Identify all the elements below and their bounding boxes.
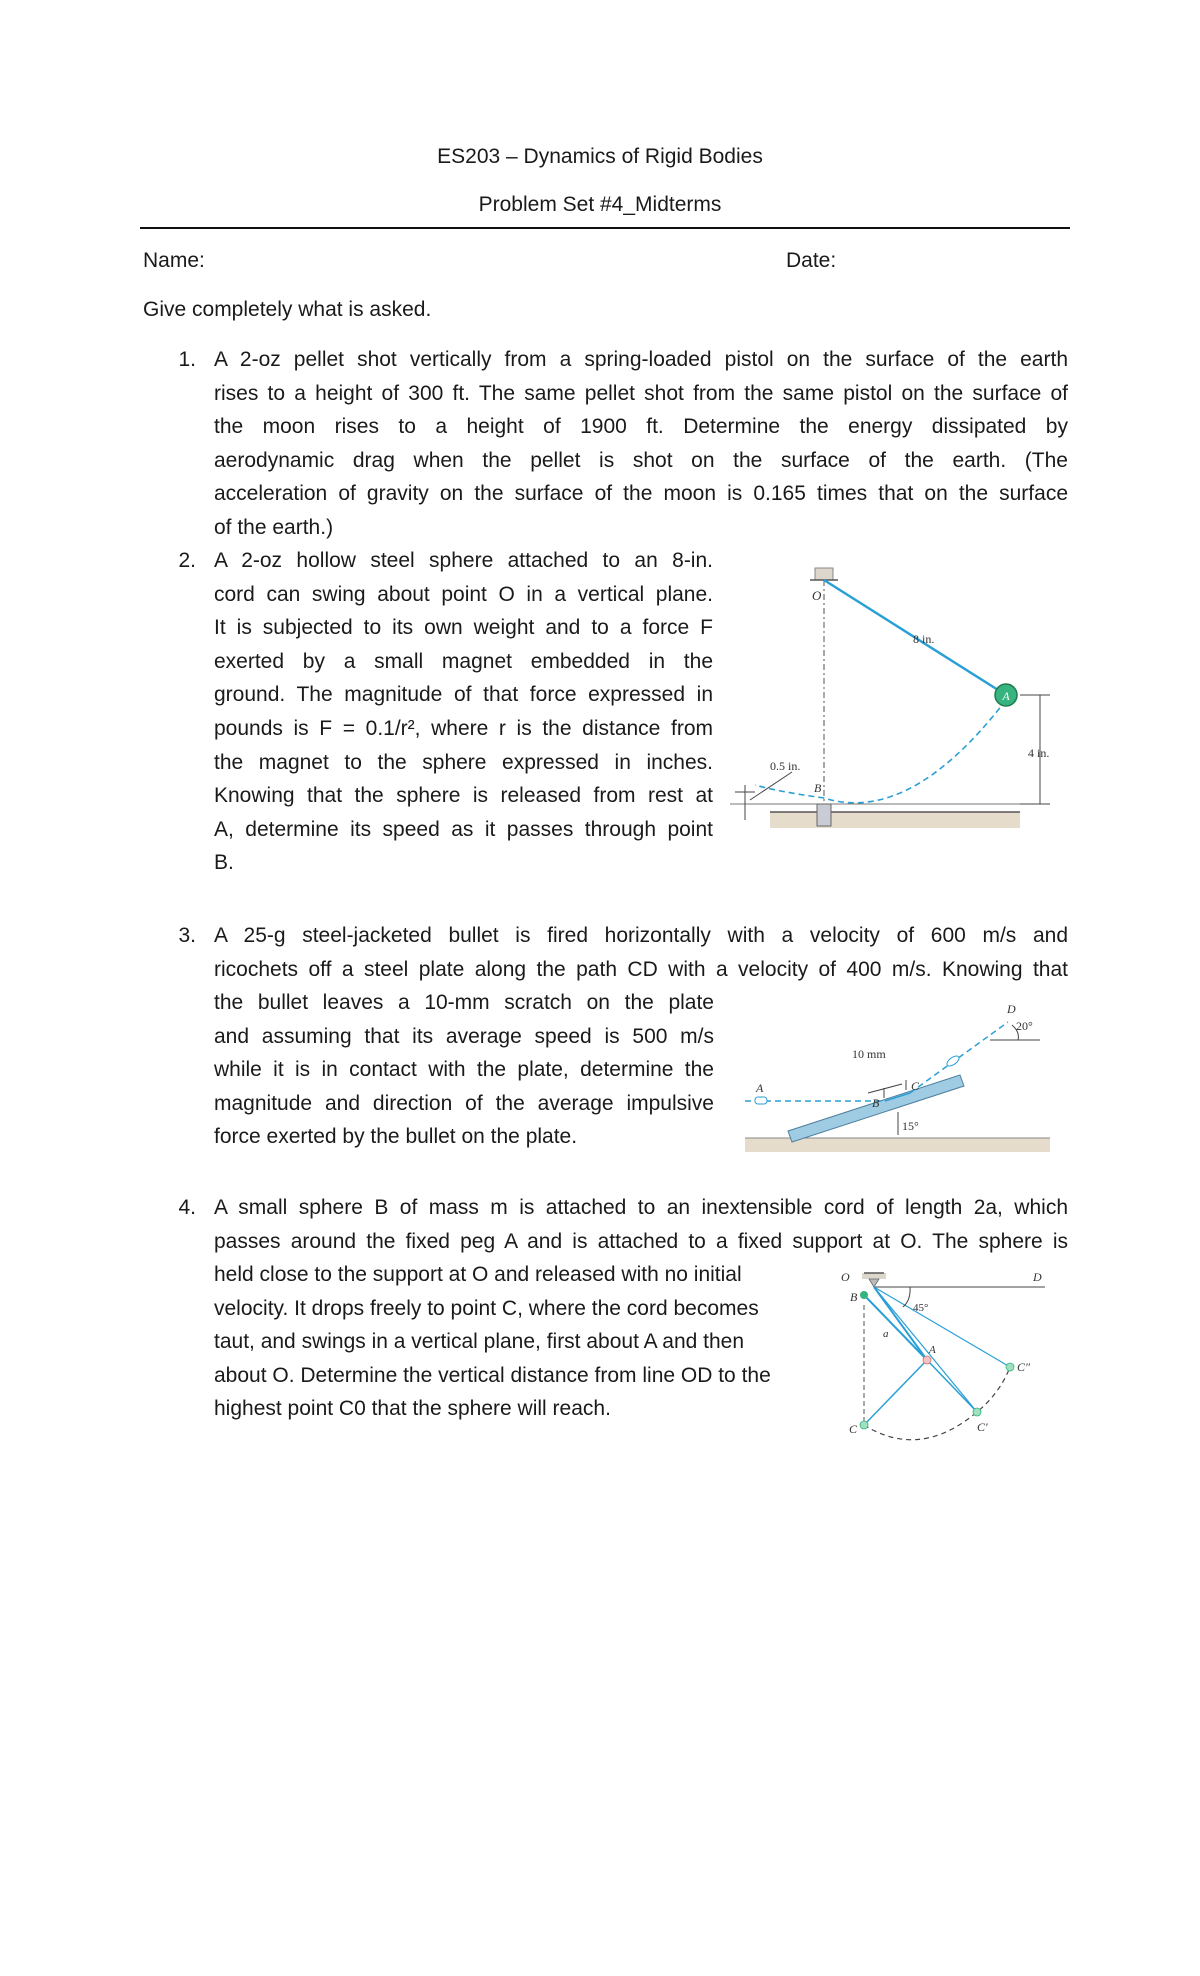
problem-3-text-wrap <box>214 986 714 1154</box>
bullet-cd <box>945 1054 960 1068</box>
problem-line: ground. The magnitude of that force expressed in <box>214 683 713 707</box>
problem-line: velocity. It drops freely to point C, where the cord becomes <box>214 1296 759 1320</box>
ground <box>770 812 1020 828</box>
ricochet-figure <box>740 1000 1060 1160</box>
problem-4-text-full <box>214 1191 1068 1258</box>
problem-3-text-full <box>214 919 1068 986</box>
problem-line: A small sphere B of mass m is attached to an inextensible cord of length 2a, which <box>214 1196 1068 1219</box>
problem-line: aerodynamic drag when the pellet is shot on the surface of the earth. (The <box>214 448 1068 472</box>
ground <box>745 1138 1050 1152</box>
problem-line: acceleration of gravity on the surface of the moon is 0.165 times that on the surface <box>214 482 1068 506</box>
label-angle-plate: 15° <box>902 1119 919 1133</box>
label-a: A <box>1002 689 1010 703</box>
problem-line: held close to the support at O and released with no initial <box>214 1263 742 1286</box>
label-d: D <box>1007 1002 1016 1016</box>
problem-number: 1. <box>178 348 196 371</box>
label-c: C <box>849 1422 858 1436</box>
problem-line: passes around the fixed peg A and is attached to a fixed support at O. The sphere is <box>214 1229 1068 1253</box>
magnet <box>817 804 831 826</box>
label-o: O <box>841 1270 850 1284</box>
problem-line: force exerted by the bullet on the plate. <box>214 1125 578 1149</box>
problem-line: pounds is F = 0.1/r², where r is the distance from <box>214 716 713 740</box>
date-label: Date: <box>786 249 837 272</box>
cord-oa <box>874 1287 927 1360</box>
label-b: B <box>850 1290 858 1304</box>
problem-line: magnitude and direction of the average impulsive <box>214 1091 714 1115</box>
name-label: Name: <box>143 249 205 272</box>
problem-line: and assuming that its average speed is 500 m/s <box>214 1024 714 1048</box>
point-c2 <box>1006 1363 1014 1371</box>
label-b: B <box>814 781 822 795</box>
problem-number: 3. <box>178 924 196 947</box>
problem-line: It is subjected to its own weight and to a force F <box>214 616 713 640</box>
sphere-b <box>860 1291 868 1299</box>
problem-line: cord can swing about point O in a vertical plane. <box>214 582 713 606</box>
peg-a <box>923 1356 931 1364</box>
label-scratch: 10 mm <box>852 1047 886 1061</box>
problem-number: 4. <box>178 1196 196 1219</box>
instruction: Give completely what is asked. <box>143 298 432 321</box>
label-gap: 0.5 in. <box>770 759 801 773</box>
cord-ac <box>864 1360 927 1425</box>
label-o: O <box>812 588 822 603</box>
problem-line: A 2-oz hollow steel sphere attached to an 8-in. <box>214 549 713 572</box>
problem-line: ricochets off a steel plate along the path CD with a velocity of 400 m/s. Knowing that <box>214 957 1068 981</box>
peg-figure <box>835 1265 1060 1455</box>
problem-line: while it is in contact with the plate, determine the <box>214 1058 714 1082</box>
label-angle-path: 20° <box>1016 1019 1033 1033</box>
label-a: A <box>929 1344 936 1356</box>
problem-line: rises to a height of 300 ft. The same pellet shot from the same pistol on the surface of <box>214 381 1068 405</box>
problem-line: A 2-oz pellet shot vertically from a spring-loaded pistol on the surface of the earth <box>214 348 1068 371</box>
problem-line: the bullet leaves a 10-mm scratch on the plate <box>214 991 714 1014</box>
support-pin <box>869 1279 879 1287</box>
label-a-length: a <box>883 1328 889 1340</box>
leader-line <box>750 772 792 800</box>
problem-line: highest point C0 that the sphere will reach. <box>214 1397 611 1421</box>
cord-ac1 <box>927 1360 977 1412</box>
problem-2-text <box>214 544 713 880</box>
problem-number: 2. <box>178 549 196 572</box>
label-a: A <box>756 1081 764 1095</box>
problem-line: A 25-g steel-jacketed bullet is fired horizontally with a velocity of 600 m/s and <box>214 924 1068 947</box>
problem-line: Knowing that the sphere is released from rest at <box>214 784 713 808</box>
problem-line: the magnet to the sphere expressed in inches. <box>214 750 713 774</box>
support <box>862 1273 886 1279</box>
problem-line: A, determine its speed as it passes through point <box>214 817 713 841</box>
problem-line: B. <box>214 851 234 875</box>
problem-line: exerted by a small magnet embedded in the <box>214 649 713 673</box>
label-cord: 8 in. <box>913 632 935 646</box>
pendulum-figure <box>730 560 1060 835</box>
problem-1-text <box>214 343 1068 545</box>
label-c2: C″ <box>1017 1360 1031 1374</box>
ceiling-support <box>815 568 833 580</box>
label-d: D <box>1033 1270 1042 1284</box>
problem-line: taut, and swings in a vertical plane, first about A and then <box>214 1330 745 1354</box>
dimension-line <box>868 1084 902 1093</box>
course-title: ES203 – Dynamics of Rigid Bodies <box>437 145 763 168</box>
label-height: 4 in. <box>1028 746 1050 760</box>
label-c: C <box>911 1079 920 1093</box>
label-b: B <box>872 1096 880 1110</box>
problem-line: of the earth.) <box>214 515 334 539</box>
problem-line: the moon rises to a height of 1900 ft. Determine the energy dissipated by <box>214 415 1068 439</box>
point-c1 <box>973 1408 981 1416</box>
point-c <box>860 1421 868 1429</box>
label-c1: C′ <box>977 1420 988 1434</box>
problem-line: about O. Determine the vertical distance from line OD to the <box>214 1363 771 1387</box>
problem-set-title: Problem Set #4_Midterms <box>478 193 722 216</box>
bullet-a <box>755 1097 767 1104</box>
swing-path <box>755 700 1006 803</box>
label-angle: 45° <box>913 1302 929 1314</box>
problem-4-text-wrap <box>214 1258 816 1426</box>
header-divider <box>140 227 1070 229</box>
